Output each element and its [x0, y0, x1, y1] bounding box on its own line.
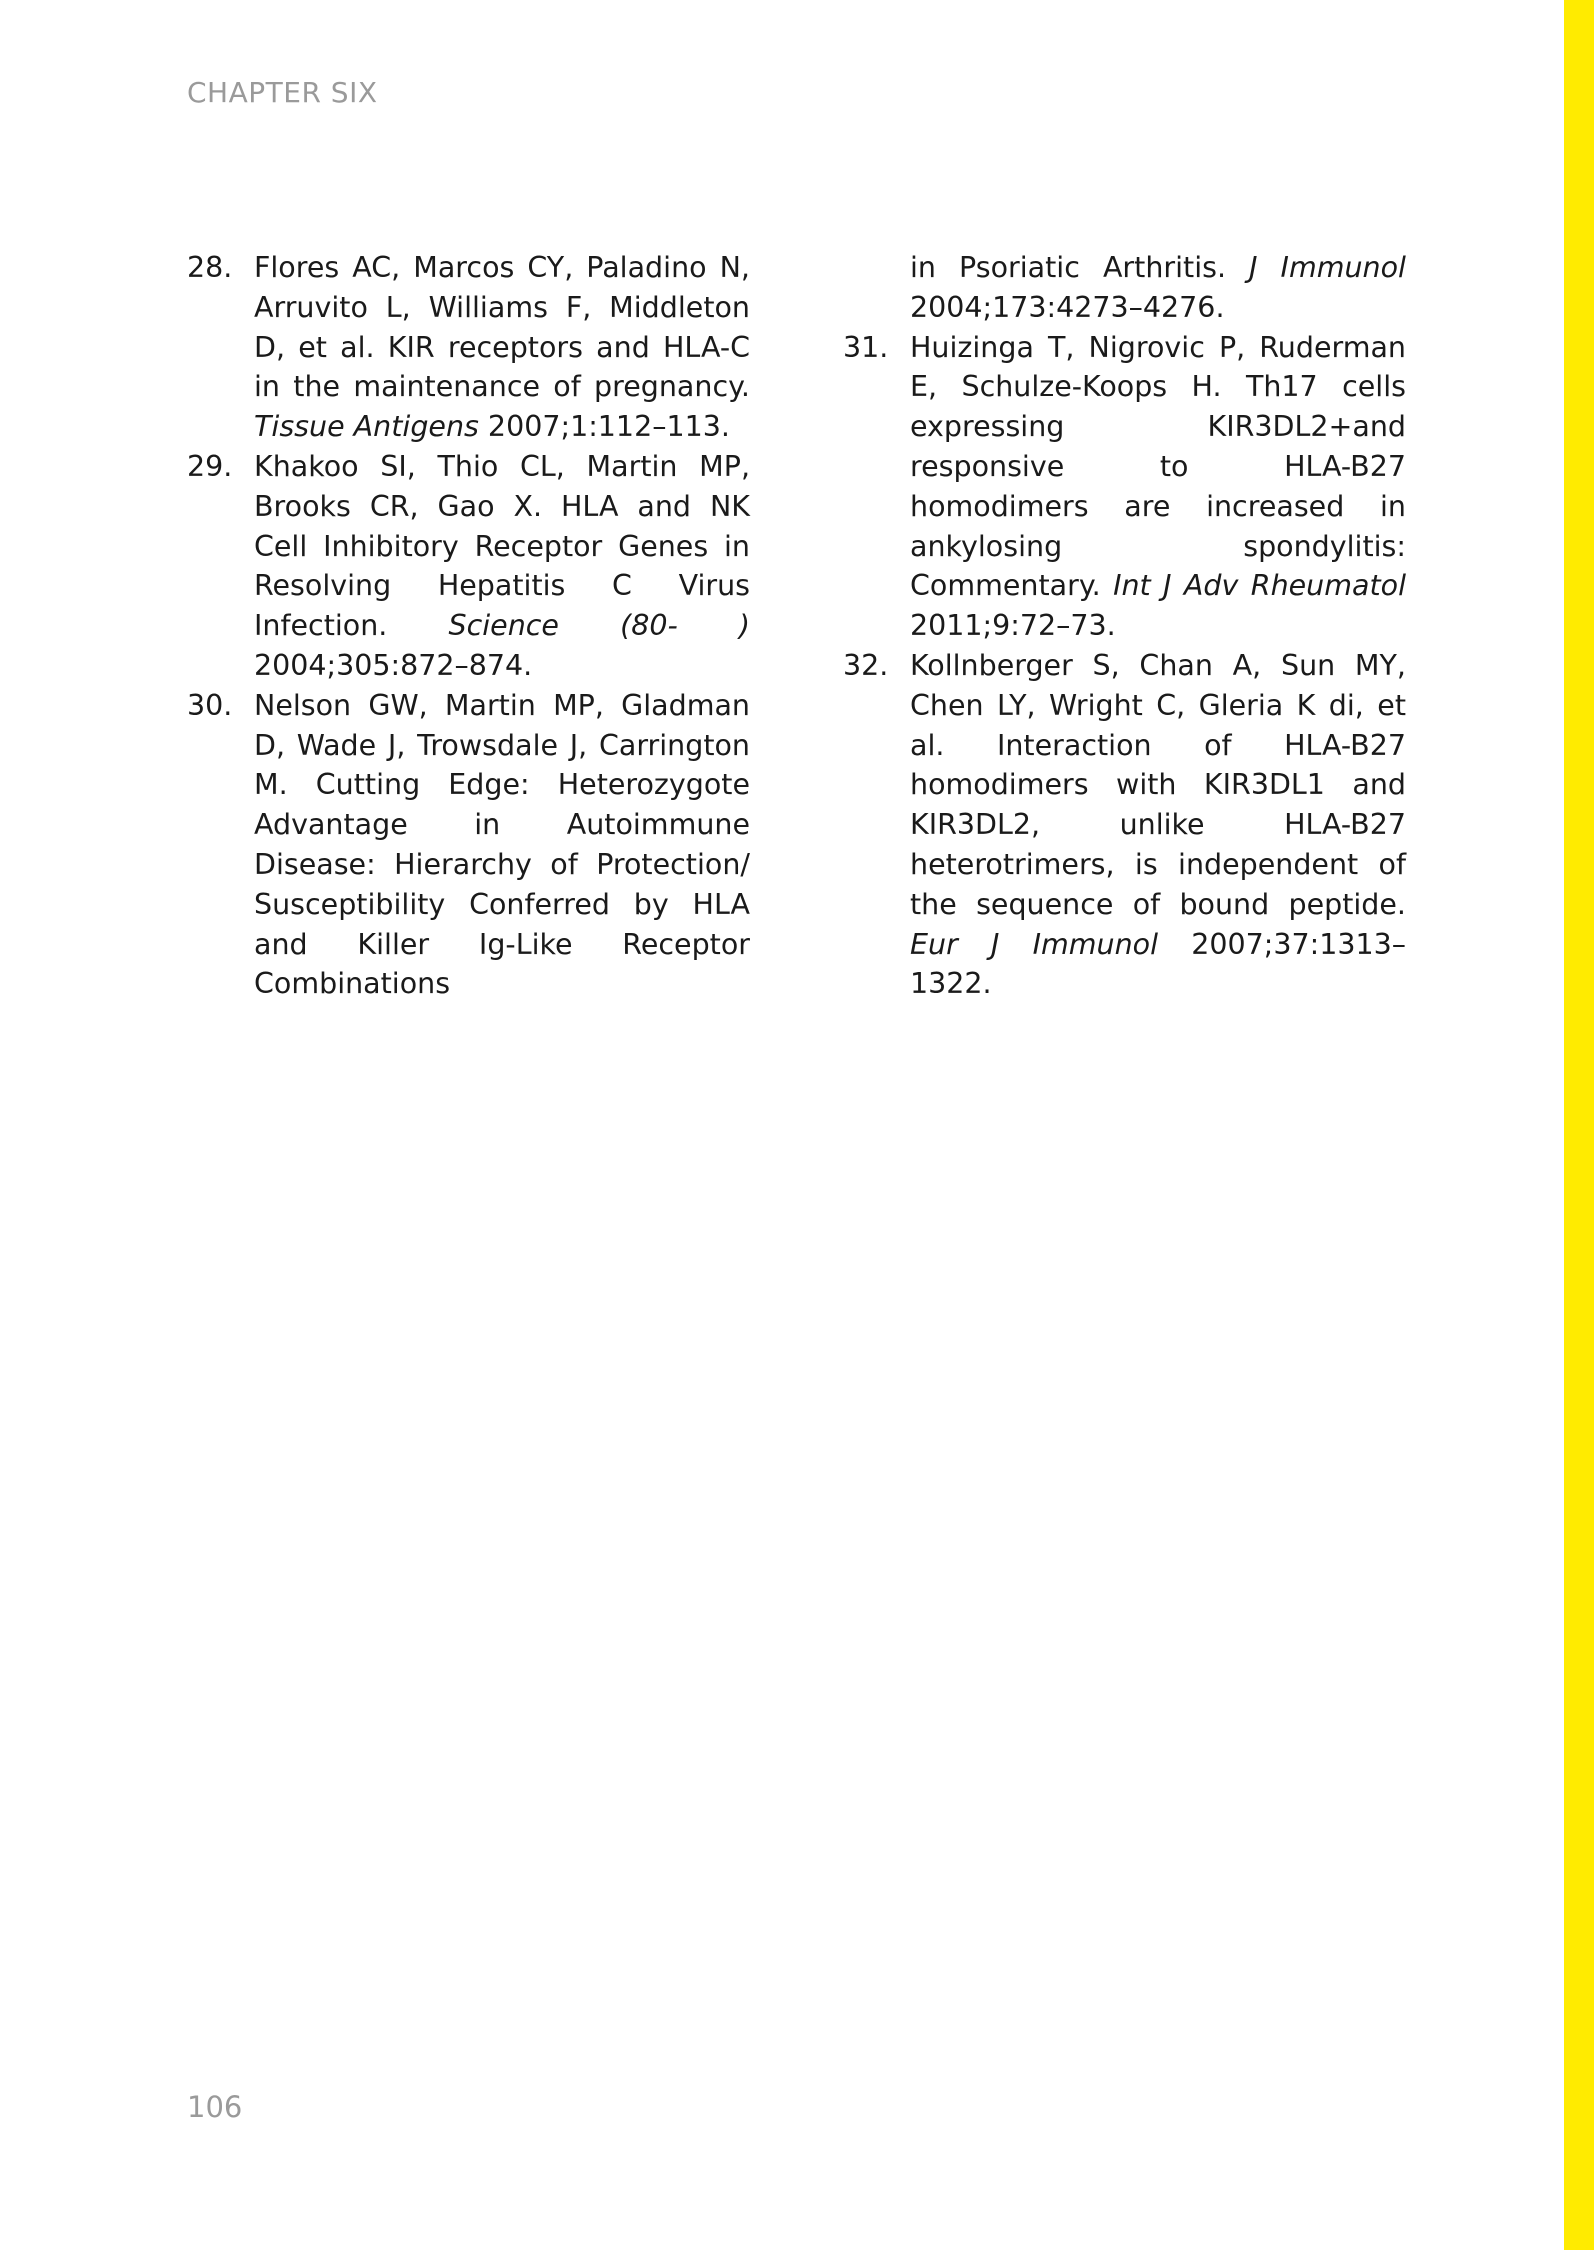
- references-column-right: [843, 248, 1406, 1004]
- reference-journal: J Immunol: [1249, 251, 1406, 284]
- reference-number: 28.: [187, 251, 233, 284]
- side-color-bar: [1564, 0, 1594, 2250]
- reference-text: Huizinga T, Nigrovic P, Ruderman E, Schulze-Koops H. Th17 cells expressing KIR3DL2+and responsive to HLA-B27 homodimers are increased in ankylosing spondylitis: Commentary.: [910, 330, 1406, 603]
- reference-item: [843, 646, 1406, 1004]
- reference-number: 32.: [843, 648, 889, 682]
- reference-item: [187, 686, 750, 1004]
- reference-citation: 2004;173:4273–4276.: [910, 290, 1225, 324]
- reference-journal: Int J Adv Rheumatol: [1113, 569, 1406, 603]
- reference-journal: Science (80- ): [448, 609, 750, 643]
- reference-text: Flores AC, Marcos CY, Paladino N, Arruvito L, Williams F, Middleton D, et al. KIR receptors and HLA-C in the maintenance of pregnancy.: [254, 251, 750, 404]
- reference-item: [843, 328, 1406, 646]
- reference-item-continued: [843, 248, 1406, 328]
- reference-text: Khakoo SI, Thio CL, Martin MP, Brooks CR, Gao X. HLA and NK Cell Inhibitory Receptor Genes in Resolving Hepatitis C Virus Infection.: [254, 449, 750, 643]
- reference-journal: Tissue Antigens: [254, 410, 479, 444]
- reference-number: 31.: [843, 330, 889, 364]
- reference-citation: 2004;305:872–874.: [254, 648, 533, 682]
- reference-citation: 2007;1:112–113.: [478, 410, 730, 444]
- reference-number: 30.: [187, 688, 233, 722]
- reference-item: [187, 447, 750, 686]
- reference-number: 29.: [187, 449, 233, 483]
- reference-text: Nelson GW, Martin MP, Gladman D, Wade J, Trowsdale J, Carrington M. Cutting Edge: Heterozygote Advantage in Autoimmune Disease: Hierarchy of Protection/ Susceptibility Conferred by HLA and Killer Ig-Like Receptor Combinations: [254, 688, 750, 1001]
- references-column-left: [187, 248, 750, 1004]
- chapter-header: CHAPTER SIX: [187, 76, 378, 109]
- reference-citation: 2007;37:1313–1322.: [910, 927, 1406, 1001]
- reference-item: [187, 248, 750, 447]
- reference-journal: Eur J Immunol: [910, 927, 1159, 961]
- reference-citation: 2011;9:72–73.: [910, 609, 1116, 643]
- reference-text: Kollnberger S, Chan A, Sun MY, Chen LY, Wright C, Gleria K di, et al. Interaction of HLA-B27 homodimers with KIR3DL1 and KIR3DL2, unlike HLA-B27 heterotrimers, is independent of the sequence of bound peptide.: [910, 648, 1406, 921]
- reference-text: in Psoriatic Arthritis.: [910, 251, 1250, 284]
- page-number: 106: [187, 2090, 243, 2124]
